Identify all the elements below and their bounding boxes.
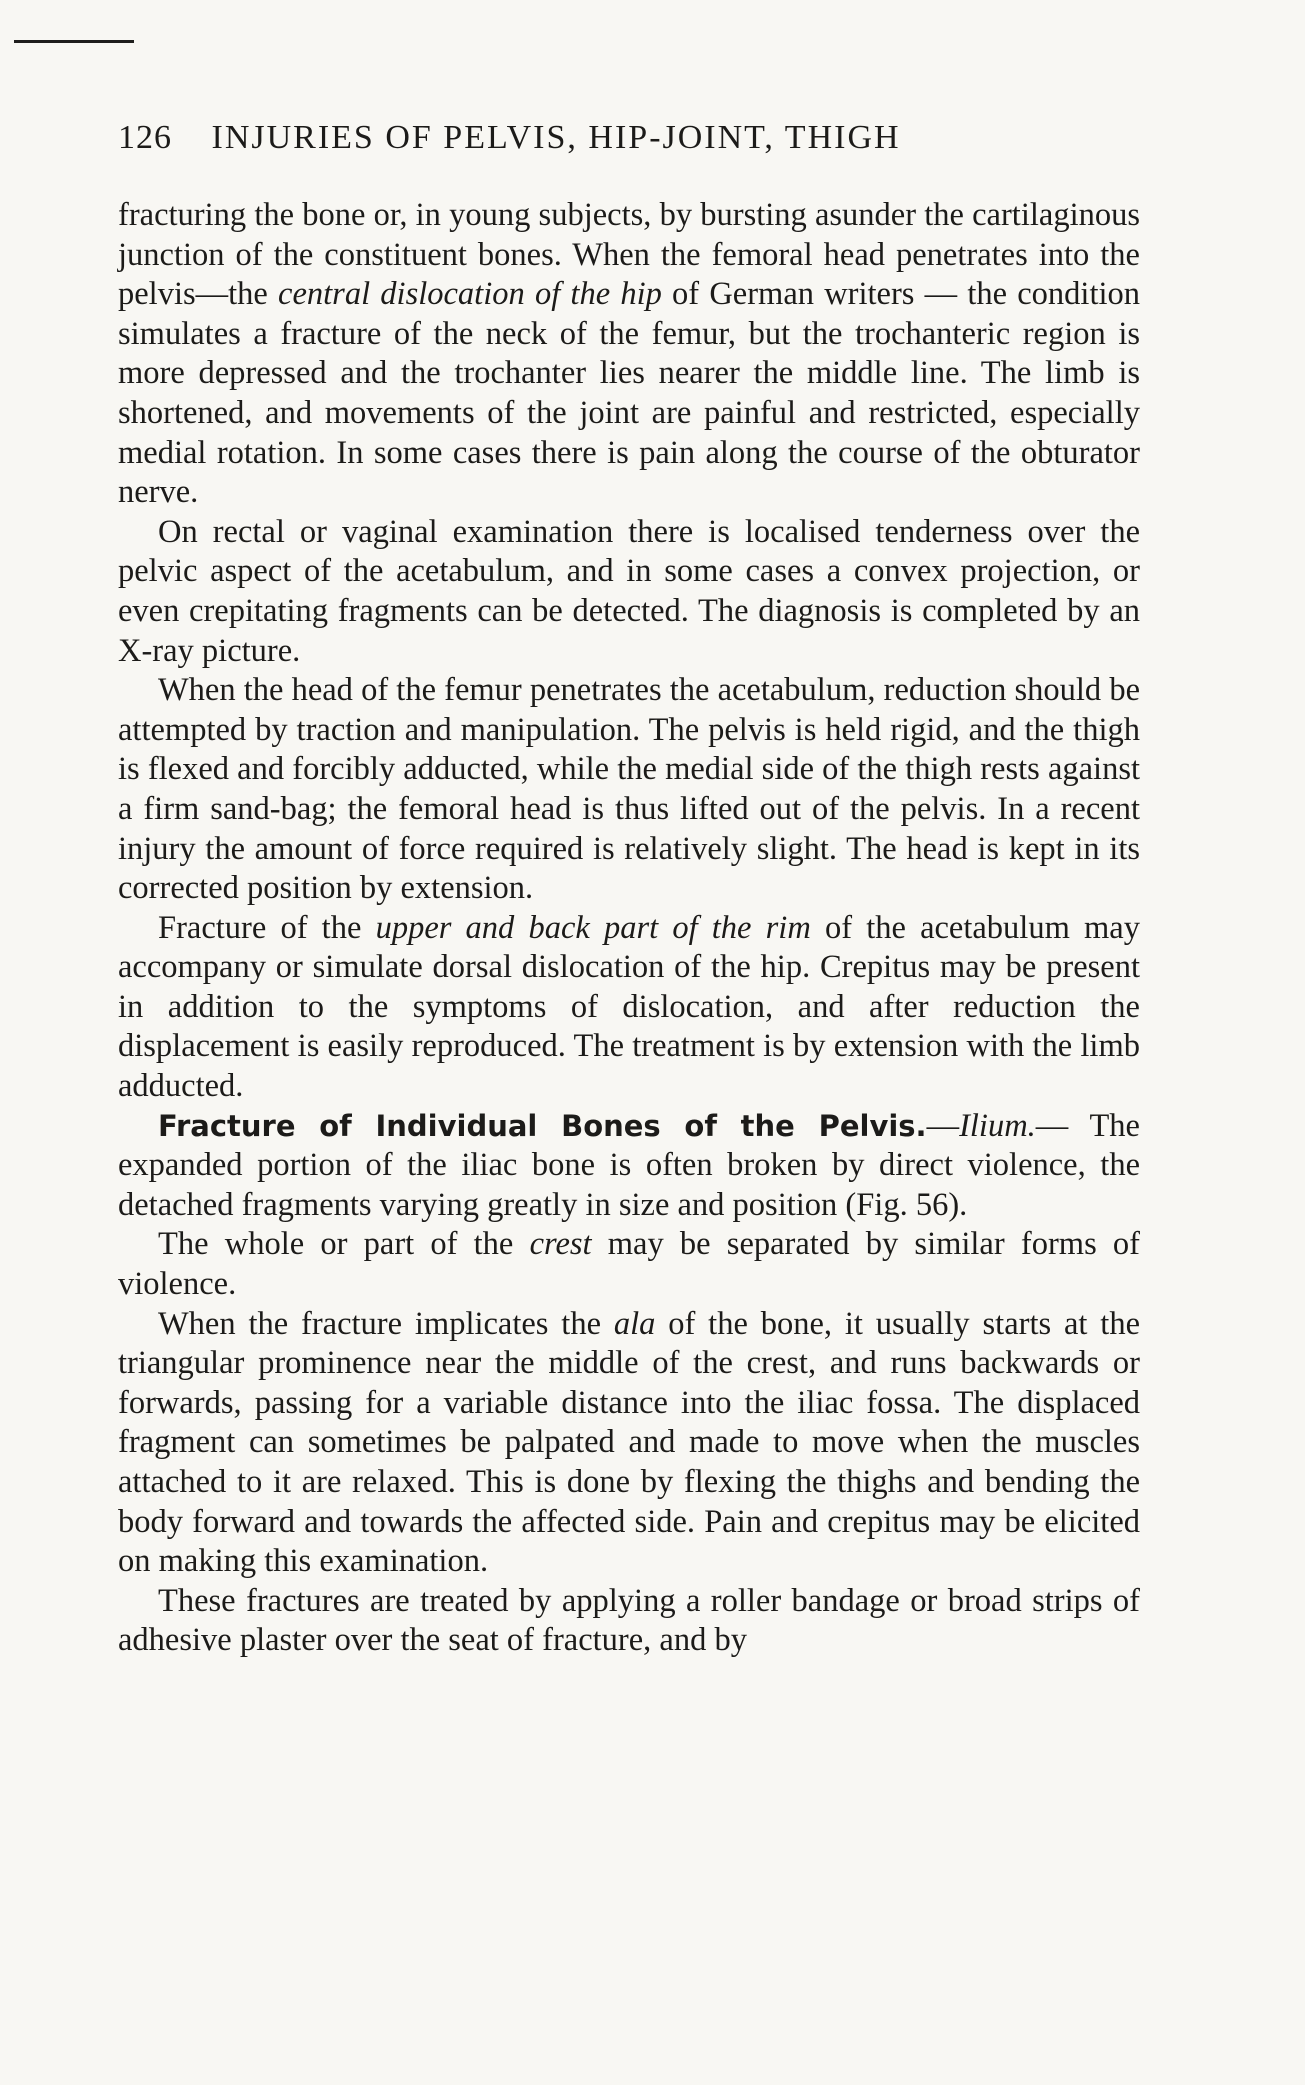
body-text xyxy=(118,196,1140,1661)
italic-term: Ilium. xyxy=(959,1107,1036,1144)
paragraph xyxy=(118,196,1140,513)
page-number: 126 xyxy=(118,119,172,156)
paragraph xyxy=(118,1305,1140,1582)
text-span: of German writers — the condition simulates a fracture of the neck of the femur, but the trochanteric region is more depressed and the trochanter lies nearer the middle line. The limb is shortened, and movements of the joint are painful and restricted, especially medial rotation. In some cases there is pain along the course of the obturator nerve. xyxy=(118,276,1141,511)
text-span: — The expanded portion of the iliac bone is often broken by direct violence, the detached fragments varying greatly in size and position (Fig. 56). xyxy=(118,1107,1140,1223)
paragraph xyxy=(118,1107,1140,1226)
paragraph xyxy=(118,1582,1140,1661)
corner-rule xyxy=(14,40,134,43)
text-span: Fracture of the xyxy=(158,909,376,946)
text-span: may be separated by similar forms of violence. xyxy=(118,1226,1140,1303)
text-span: fracturing the bone or, in young subjects, by bursting asunder the cartilaginous junction of the constituent bones. When the femoral head penetrates into the pelvis—the xyxy=(118,197,1140,313)
text-span: On rectal or vaginal examination there is localised tenderness over the pelvic aspect of the acetabulum, and in some cases a convex projection, or even crepitating fragments can be detected. The diagnosis is completed by an X-ray picture. xyxy=(118,513,1140,669)
paragraph xyxy=(118,513,1140,671)
paragraph xyxy=(118,1225,1140,1304)
text-span: When the head of the femur penetrates the acetabulum, reduction should be attempted by traction and manipulation. The pelvis is held rigid, and the thigh is flexed and forcibly adducted, while the medial side of the thigh rests against a firm sand-bag; the femoral head is thus lifted out of the pelvis. In a recent injury the amount of force required is relatively slight. The head is kept in its corrected position by extension. xyxy=(118,672,1140,907)
text-span: These fractures are treated by applying a roller bandage or broad strips of adhesive plaster over the seat of fracture, and by xyxy=(118,1582,1140,1659)
text-span: When the fracture implicates the xyxy=(158,1305,614,1342)
paragraph xyxy=(118,909,1140,1107)
text-span: The whole or part of the xyxy=(158,1226,530,1263)
section-heading: Fracture of Individual Bones of the Pelvis. xyxy=(158,1108,927,1143)
italic-term: upper and back part of the rim xyxy=(375,909,811,946)
running-head: INJURIES OF PELVIS, HIP-JOINT, THIGH xyxy=(211,119,901,156)
text-span: — xyxy=(926,1107,960,1144)
paragraph xyxy=(118,671,1140,909)
italic-term: crest xyxy=(529,1226,592,1263)
italic-term: central dislocation of the hip xyxy=(278,276,662,313)
italic-term: ala xyxy=(613,1305,656,1342)
page-header xyxy=(118,110,1138,166)
text-span: of the acetabulum may accompany or simulate dorsal dislocation of the hip. Crepitus may be present in addition to the symptoms of dislocation, and after reduction the displacement is easily reproduced. The treatment is by extension with the limb adducted. xyxy=(118,909,1140,1105)
text-span: of the bone, it usually starts at the triangular prominence near the middle of the crest, and runs backwards or forwards, passing for a variable distance into the iliac fossa. The displaced fragment can sometimes be palpated and made to move when the muscles attached to it are relaxed. This is done by flexing the thighs and bending the body forward and towards the affected side. Pain and crepitus may be elicited on making this examination. xyxy=(118,1305,1141,1580)
